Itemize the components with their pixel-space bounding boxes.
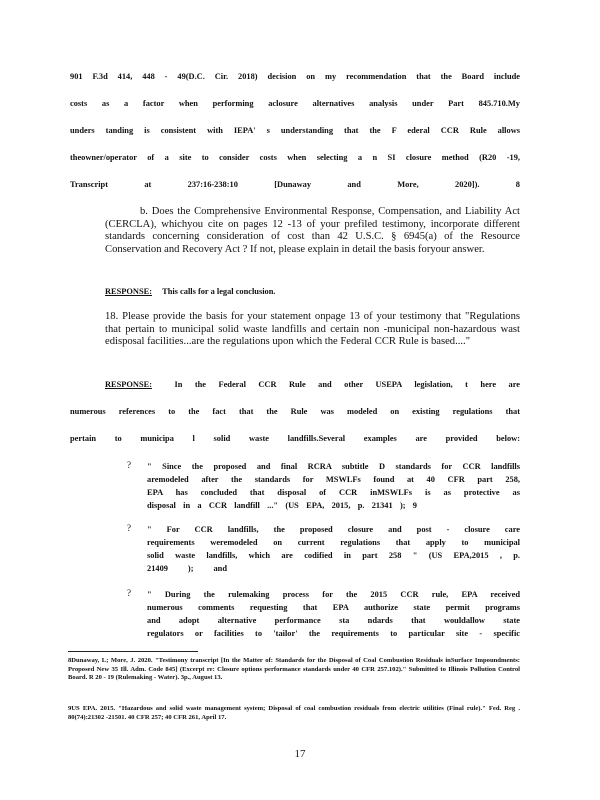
body-line: 901 F.3d 414, 448 - 49(D.C. Cir. 2018) decision on my recommendation that the Board include — [70, 72, 520, 81]
question-b: b. Does the Comprehensive Environmental Response, Compensation, and Liability Act (CERCLA), whichyou cite on pages 12 -13 of your prefiled testimony, incorporate different standards concerning consideration of cost than 42 U.S.C. § 6945(a) of the Resource Conservation and Recovery Act ? If not, please explain in detail the basis foryour answer. — [105, 206, 520, 255]
bullet-line: " For CCR landfills, the proposed closure and post - closure care — [147, 525, 520, 534]
footnote-8: 8Dunaway, L; More, J. 2020. "Testimony transcript [In the Matter of: Standards for the Disposal of Coal Combustion Residuals inSurface Impoundments: Proposed New 35 Ill. Adm. Code 845] (Excerpt re: Closure options performance standards under 40 CFR 257.102)." Submitted to Illinois Pollution Control Board. R 20 - 19 (Rulemaking - Water). 3p., August 13. — [68, 657, 520, 682]
bullet-line: requirements weremodeled on current regulations that apply to municipal — [147, 538, 520, 547]
response-text: In the Federal CCR Rule and other USEPA legislation, t here are — [174, 380, 521, 389]
response-b — [105, 285, 520, 298]
bullet-marker: ? — [127, 588, 131, 598]
bullet-line: " During the rulemaking process for the 2015 CCR rule, EPA received — [147, 590, 520, 599]
response-18-line-2: numerous references to the fact that the Rule was modeled on existing regulations that — [70, 407, 520, 416]
footnote-divider — [68, 651, 198, 652]
response-label: RESPONSE: — [105, 287, 153, 296]
bullet-line: solid waste landfills, which are codified in part 258 " (US EPA,2015 , p. — [147, 551, 520, 560]
body-line: Transcript at 237:16-238:10 [Dunaway and More, 2020]). 8 — [70, 180, 520, 189]
bullet-line: disposal in a CCR landfill ..." (US EPA, 2015, p. 21341 ); 9 — [147, 501, 417, 510]
question-18: 18. Please provide the basis for your statement onpage 13 of your testimony that "Regulations that pertain to municipal solid waste landfills and certain non -municipal non-hazardous wast edisposal facilities...are the regulations upon which the Federal CCR Rule is based...." — [105, 311, 520, 347]
bullet-line: and adopt alternative performance sta ndards that wouldallow state — [147, 616, 520, 625]
response-label: RESPONSE: — [105, 380, 153, 389]
bullet-line: numerous comments requesting that EPA authorize state permit programs — [147, 603, 520, 612]
bullet-line: 21409 ); and — [147, 564, 227, 573]
bullet-line: regulators or facilities to 'tailor' the requirements to particular site - specific — [147, 629, 520, 638]
response-18-line-3: pertain to municipa l solid waste landfills.Several examples are provided below: — [70, 434, 520, 443]
bullet-line: aremodeled after the standards for MSWLFs found at 40 CFR part 258, — [147, 475, 520, 484]
response-18-line-1 — [105, 378, 520, 391]
body-line: costs as a factor when performing aclosure alternatives analysis under Part 845.710.My — [70, 99, 520, 108]
bullet-line: " Since the proposed and final RCRA subtitle D standards for CCR landfills — [147, 462, 520, 471]
body-line: theowner/operator of a site to consider costs when selecting a n SI closure method (R20 -19, — [70, 153, 520, 162]
bullet-marker: ? — [127, 460, 131, 470]
body-line: unders tanding is consistent with IEPA' s understanding that the F ederal CCR Rule allows — [70, 126, 520, 135]
response-text: This calls for a legal conclusion. — [162, 287, 276, 296]
bullet-marker: ? — [127, 523, 131, 533]
footnote-9: 9US EPA. 2015. "Hazardous and solid waste management system; Disposal of coal combustion residuals from electric utilities (Final rule)." Fed. Reg . 80(74):21302 -21501. 40 CFR 257; 40 CFR 261, April 17. — [68, 705, 520, 721]
page-number: 17 — [294, 748, 306, 760]
bullet-line: EPA has concluded that disposal of CCR inMSWLFs is as protective as — [147, 488, 520, 497]
